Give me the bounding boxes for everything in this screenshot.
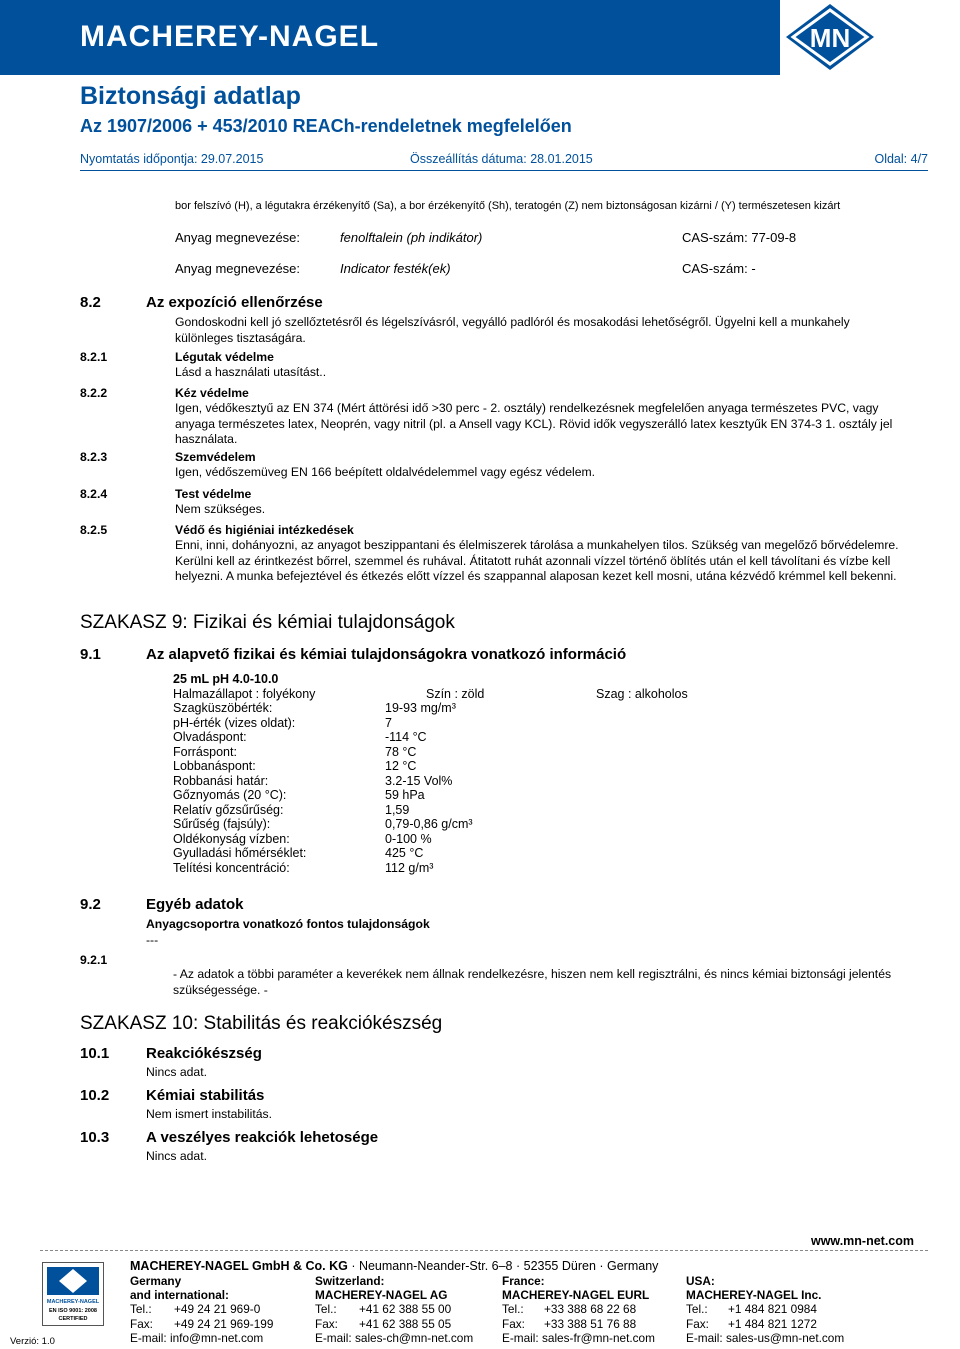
section-10-1-number: 10.1 [80, 1045, 110, 1062]
subsection-text: Nem szükséges. [175, 502, 266, 516]
section-9-2-dash: --- [146, 933, 159, 947]
fax-label: Fax: [686, 1316, 709, 1331]
footer-col-heading: France: [502, 1274, 545, 1288]
smell-value: Szag : alkoholos [596, 686, 688, 701]
footer-column-germany [130, 1274, 310, 1345]
section-8-2-text: Gondoskodni kell jó szellőztetésről és légelszívásról, vegyálló padlóról és mosakodási lehetőségről. Ügyelni kell a munkahely különleges tisztaságára. [175, 315, 850, 345]
footer-col-subheading: MACHEREY-NAGEL AG [315, 1288, 448, 1303]
subsection-title: Légutak védelme [175, 350, 274, 364]
certificate-icon [43, 1263, 103, 1325]
subsection-number: 8.2.1 [80, 350, 108, 364]
property-value: 425 °C [385, 846, 424, 860]
substance-cas: CAS-szám: - [682, 261, 756, 276]
footer-col-subheading: MACHEREY-NAGEL Inc. [686, 1288, 822, 1303]
section-10-1-text: Nincs adat. [146, 1065, 207, 1079]
product-name: 25 mL pH 4.0-10.0 [173, 672, 279, 686]
fax-label: Fax: [502, 1316, 525, 1331]
mn-logo-icon [782, 2, 878, 72]
property-label: pH-érték (vizes oldat): [173, 715, 296, 730]
email-link[interactable]: E-mail: sales-us@mn-net.com [686, 1330, 845, 1345]
subsection-text: Lásd a használati utasítást.. [175, 365, 327, 379]
property-label: Sűrűség (fajsúly): [173, 817, 271, 831]
property-value: 12 °C [385, 759, 417, 773]
footer-col-heading: USA: [686, 1274, 715, 1288]
footer-column-usa [686, 1274, 876, 1345]
tel-number: +33 388 68 22 68 [544, 1302, 637, 1317]
logo-text: MN [809, 23, 851, 53]
section-9-1-title: Az alapvető fizikai és kémiai tulajdonságokra vonatkozó információ [146, 646, 627, 663]
cert-status: CERTIFIED [58, 1316, 88, 1322]
color-value: Szín : zöld [426, 686, 485, 701]
fax-number: +1 484 821 1272 [728, 1316, 817, 1331]
property-label: Szagküszöbérték: [173, 701, 273, 715]
fax-label: Fax: [315, 1316, 338, 1331]
section-9-2-1-text: - Az adatok a többi paraméter a keverékek nem állnak rendelkezésre, hiszen nem kell regisztrálni, és nincs kémiai biztonsági jelentés szükségessége. - [173, 967, 892, 997]
fax-label: Fax: [130, 1316, 153, 1331]
fax-number: +49 24 21 969-199 [174, 1316, 274, 1331]
footer-website[interactable]: www.mn-net.com [810, 1234, 914, 1248]
subsection-title: Kéz védelme [175, 386, 249, 400]
footer-company-line [130, 1259, 658, 1273]
footer-col-subheading: MACHEREY-NAGEL EURL [502, 1288, 650, 1303]
section-10-2-title: Kémiai stabilitás [146, 1087, 265, 1104]
intro-line: bor felszívó (H), a légutakra érzékenyítő (Sa), a bor érzékenyítő (Sh), teratogén (Z) nem biztonságosan kizárni / (Y) természetesen kizárt [175, 200, 841, 212]
document-subtitle: Az 1907/2006 + 453/2010 REACh-rendeletnek megfelelően [80, 116, 572, 136]
section-8-2-title: Az expozíció ellenőrzése [146, 294, 323, 311]
fax-number: +41 62 388 55 05 [359, 1316, 452, 1331]
cert-name: MACHEREY-NAGEL [46, 1299, 100, 1305]
property-value: 59 hPa [385, 788, 425, 802]
subsection-number: 8.2.5 [80, 523, 108, 537]
fax-number: +33 388 51 76 88 [544, 1316, 637, 1331]
property-label: Robbanási határ: [173, 773, 269, 788]
section-10-title: SZAKASZ 10: Stabilitás és reakciókészség [80, 1013, 443, 1034]
footer-divider [40, 1250, 928, 1252]
tel-number: +49 24 21 969-0 [174, 1302, 261, 1317]
property-label: Relatív gőzsűrűség: [173, 802, 284, 817]
footer-col-subheading: and international: [130, 1288, 229, 1303]
property-label: Gyulladási hőmérséklet: [173, 846, 307, 860]
tel-label: Tel.: [130, 1302, 152, 1317]
cert-standard: EN ISO 9001: 2008 [48, 1308, 98, 1314]
subsection-number: 8.2.4 [80, 487, 108, 501]
email-link[interactable]: E-mail: sales-ch@mn-net.com [315, 1330, 474, 1345]
subsection-text: Igen, védőkesztyű az EN 374 (Mért áttörési idő >30 perc - 2. osztály) rendelkezésnek megfelelően anyaga természetes PVC, vagy anyaga természetes latex, Neoprén, vagy nitril (pl. a Ansell vagy KCL). Rövid idők vegyszerálló latex kesztyűk EN 374-3 1. osztály jel használata. [175, 401, 893, 446]
page-number: Oldal: 4/7 [874, 152, 928, 166]
section-10-3-title: A veszélyes reakciók lehetosége [146, 1129, 379, 1146]
property-label: Olvadáspont: [173, 730, 247, 744]
created-date: Összeállítás dátuma: 28.01.2015 [410, 152, 593, 166]
brand-name: MACHEREY-NAGEL [80, 20, 380, 53]
property-value: 78 °C [385, 744, 417, 759]
tel-number: +41 62 388 55 00 [359, 1302, 452, 1317]
tel-label: Tel.: [502, 1302, 524, 1317]
section-10-1-title: Reakciókészség [146, 1045, 262, 1062]
property-value: 1,59 [385, 802, 410, 817]
subsection-title: Védő és higiéniai intézkedések [175, 523, 354, 537]
document-title: Biztonsági adatlap [80, 82, 301, 110]
subsection-number: 8.2.3 [80, 450, 108, 464]
section-9-2-subtitle: Anyagcsoportra vonatkozó fontos tulajdonságok [146, 917, 430, 931]
property-label: Forráspont: [173, 744, 237, 759]
property-value: 3.2-15 Vol% [385, 773, 453, 788]
meta-row [80, 152, 928, 171]
subsection-number: 8.2.2 [80, 386, 108, 400]
substance-name: fenolftalein (ph indikátor) [340, 230, 483, 245]
property-label: Gőznyomás (20 °C): [173, 788, 287, 802]
state-value: Halmazállapot : folyékony [173, 686, 316, 701]
section-9-2-number: 9.2 [80, 896, 101, 913]
version-label: Verzió: 1.0 [10, 1336, 55, 1347]
footer-company: MACHEREY-NAGEL GmbH & Co. KG [130, 1259, 348, 1273]
property-label: Telítési koncentráció: [173, 860, 290, 875]
subsection-title: Szemvédelem [175, 450, 256, 464]
property-value: 19-93 mg/m³ [385, 701, 456, 715]
property-label: Lobbanáspont: [173, 759, 256, 773]
substance-name: Indicator festék(ek) [340, 261, 451, 276]
section-10-3-text: Nincs adat. [146, 1149, 207, 1163]
section-9-2-1-number: 9.2.1 [80, 953, 108, 967]
footer-col-heading: Germany [130, 1274, 182, 1288]
substance-label: Anyag megnevezése: [175, 230, 301, 245]
subsection-title: Test védelme [175, 487, 252, 501]
iso-certificate-badge [42, 1262, 104, 1326]
tel-number: +1 484 821 0984 [728, 1302, 817, 1317]
footer-address: · Neumann-Neander-Str. 6–8 · 52355 Düren · Germany [347, 1259, 659, 1273]
section-8-2-number: 8.2 [80, 294, 101, 311]
property-value: 0,79-0,86 g/cm³ [385, 817, 473, 831]
footer-col-heading: Switzerland: [315, 1274, 385, 1288]
section-10-2-text: Nem ismert instabilitás. [146, 1107, 272, 1121]
email-link[interactable]: E-mail: sales-fr@mn-net.com [502, 1330, 655, 1345]
subsection-text: Enni, inni, dohányozni, az anyagot beszippantani és élelmiszerek tárolása a munkahelyen tilos. Szükség van megelőző bőrvédelemre. Kerülni kell az érintkezést bőrrel, szemmel és ruhával. Átitatott ruhát azonnali vízzel történő öblítés után el kell távolítani és vízbe kell helyezni. A munka befejeztével és étkezés előtt vízzel és szappannal alaposan kezet kell mosni, utána kézvédő krémmel kell bekenni. [175, 538, 899, 583]
subsection-text: Igen, védőszemüveg EN 166 beépített oldalvédelemmel vagy egész védelem. [175, 465, 596, 479]
property-label: Oldékonyság vízben: [173, 831, 290, 846]
section-9-2-title: Egyéb adatok [146, 896, 244, 913]
tel-label: Tel.: [315, 1302, 337, 1317]
footer-column-france [502, 1274, 682, 1345]
tel-label: Tel.: [686, 1302, 708, 1317]
footer-column-switzerland [315, 1274, 495, 1345]
email-link[interactable]: E-mail: info@mn-net.com [130, 1330, 264, 1345]
section-10-2-number: 10.2 [80, 1087, 110, 1104]
section-9-1-number: 9.1 [80, 646, 101, 663]
substance-label: Anyag megnevezése: [175, 261, 301, 276]
properties-block [173, 672, 893, 875]
section-9-title: SZAKASZ 9: Fizikai és kémiai tulajdonságok [80, 612, 455, 633]
section-10-3-number: 10.3 [80, 1129, 110, 1146]
substance-cas: CAS-szám: 77-09-8 [682, 230, 797, 245]
print-date: Nyomtatás időpontja: 29.07.2015 [80, 152, 264, 166]
property-value: 112 g/m³ [385, 860, 434, 875]
property-value: 7 [385, 715, 392, 730]
property-value: 0-100 % [385, 831, 432, 846]
property-value: -114 °C [385, 730, 427, 744]
